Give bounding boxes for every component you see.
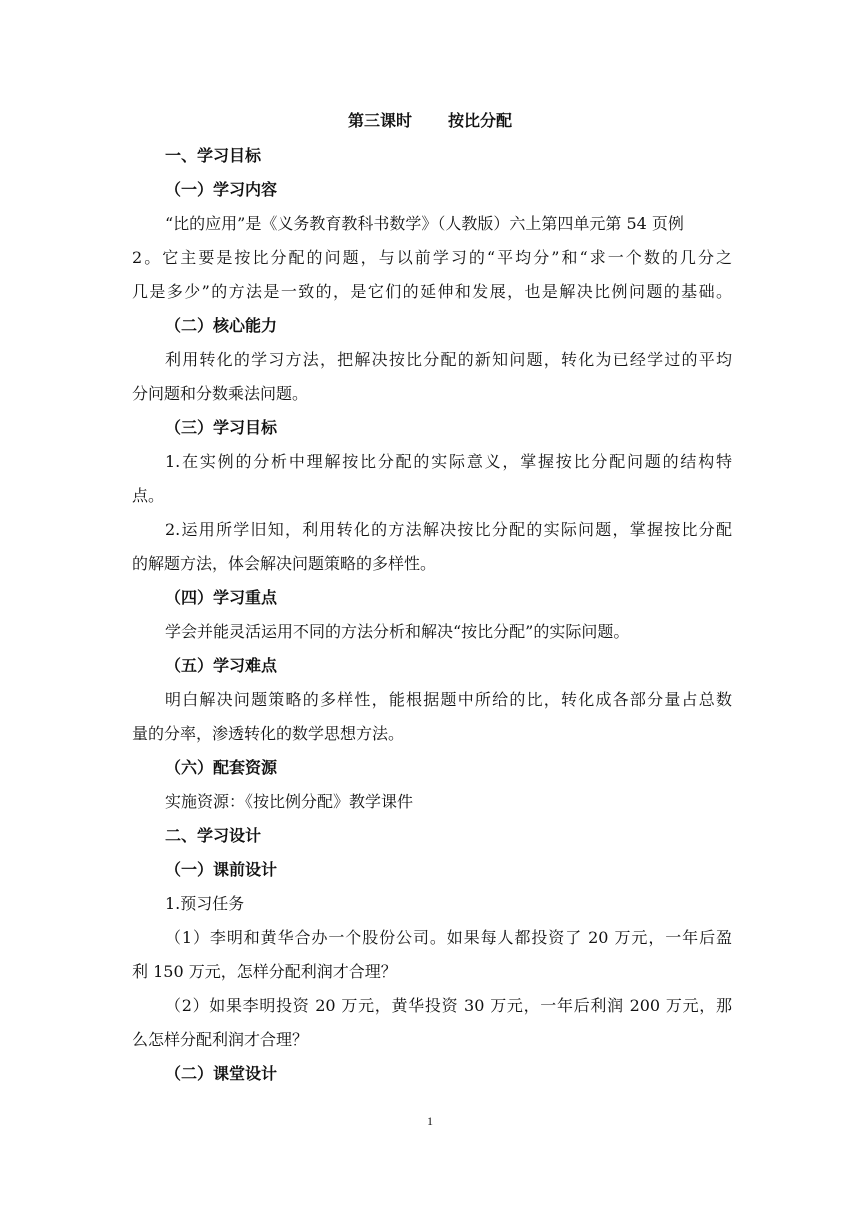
- paragraph-line: 几是多少”的方法是一致的，是它们的延伸和发展，也是解决比例问题的基础。: [132, 282, 732, 301]
- lesson-title-part1: 第三课时: [347, 111, 412, 130]
- paragraph-line: 学会并能灵活运用不同的方法分析和解决“按比分配”的实际问题。: [165, 622, 630, 641]
- paragraph-line: 1.在实例的分析中理解按比分配的实际意义，掌握按比分配问题的结构特: [165, 452, 732, 471]
- paragraph-line: 量的分率，渗透转化的数学思想方法。: [132, 724, 405, 743]
- section-heading-learning-design: 二、学习设计: [165, 826, 262, 845]
- subsection-heading-content: （一）学习内容: [165, 180, 278, 199]
- paragraph-line: （1）李明和黄华合办一个股份公司。如果每人都投资了 20 万元，一年后盈: [165, 928, 732, 947]
- page-number: 1: [427, 1114, 433, 1128]
- paragraph-line: 点。: [132, 486, 165, 505]
- lesson-title: [0, 110, 860, 132]
- paragraph-line: 2.运用所学旧知，利用转化的方法解决按比分配的实际问题，掌握按比分配: [165, 520, 732, 539]
- paragraph-line: 么怎样分配利润才合理？: [132, 1030, 309, 1049]
- paragraph-line: （2）如果李明投资 20 万元，黄华投资 30 万元，一年后利润 200 万元，那: [165, 996, 732, 1015]
- subsection-heading-pre-class: （一）课前设计: [165, 860, 278, 879]
- paragraph-line: 的解题方法，体会解决问题策略的多样性。: [132, 554, 437, 573]
- paragraph-line: 1.预习任务: [165, 894, 245, 913]
- subsection-heading-classroom: （二）课堂设计: [165, 1064, 278, 1083]
- section-heading-learning-goals: 一、学习目标: [165, 146, 262, 165]
- paragraph-line: 实施资源：《按比例分配》教学课件: [165, 792, 414, 811]
- subsection-heading-key-points: （四）学习重点: [165, 588, 278, 607]
- paragraph-line: 2。它主要是按比分配的问题，与以前学习的“平均分”和“求一个数的几分之: [132, 248, 732, 267]
- lesson-title-part2: 按比分配: [448, 111, 513, 130]
- subsection-heading-resources: （六）配套资源: [165, 758, 278, 777]
- paragraph-line: 明白解决问题策略的多样性，能根据题中所给的比，转化成各部分量占总数: [165, 690, 732, 709]
- paragraph-line: 利用转化的学习方法，把解决按比分配的新知问题，转化为已经学过的平均: [165, 350, 732, 369]
- subsection-heading-objectives: （三）学习目标: [165, 418, 278, 437]
- paragraph-line: 利 150 万元，怎样分配利润才合理？: [132, 962, 397, 981]
- subsection-heading-core-ability: （二）核心能力: [165, 316, 278, 335]
- paragraph-line: “比的应用”是《义务教育教科书数学》（人教版）六上第四单元第 54 页例: [165, 214, 684, 233]
- subsection-heading-difficulties: （五）学习难点: [165, 656, 278, 675]
- paragraph-line: 分问题和分数乘法问题。: [132, 384, 309, 403]
